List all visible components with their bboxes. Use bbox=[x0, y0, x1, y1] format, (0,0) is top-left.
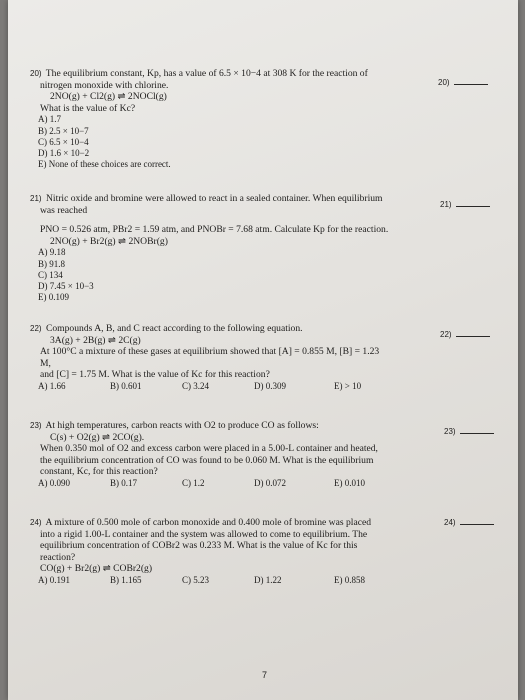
question-number: 24) bbox=[30, 518, 42, 527]
option-c[interactable]: C) 134 bbox=[38, 269, 63, 280]
option-a[interactable]: A) 1.66 bbox=[38, 380, 66, 391]
option-b[interactable]: B) 0.601 bbox=[110, 380, 142, 391]
question-text: The equilibrium constant, Kp, has a value of 6.5 × 10−4 at 308 K for the reaction of bbox=[45, 68, 368, 79]
option-e[interactable]: E) 0.010 bbox=[334, 477, 365, 488]
question-body: When 0.350 mol of O2 and excess carbon were placed in a 5.00-L container and heated, bbox=[40, 443, 378, 455]
question-prompt: What is the value of Kc? bbox=[40, 102, 136, 114]
options-row bbox=[30, 478, 440, 490]
option-d[interactable]: D) 1.22 bbox=[254, 574, 282, 585]
answer-blank-23[interactable]: 23) bbox=[444, 427, 494, 436]
option-a[interactable]: A) 9.18 bbox=[38, 247, 66, 258]
option-e[interactable]: E) > 10 bbox=[334, 380, 362, 391]
option-c[interactable]: C) 3.24 bbox=[182, 380, 209, 391]
question-22 bbox=[30, 323, 440, 393]
question-24 bbox=[30, 517, 440, 587]
question-text: was reached bbox=[40, 204, 88, 216]
question-text: At high temperatures, carbon reacts with O2 to produce CO as follows: bbox=[45, 420, 319, 431]
option-b[interactable]: B) 0.17 bbox=[110, 477, 137, 488]
question-text: Nitric oxide and bromine were allowed to react in a sealed container. When equilibrium bbox=[45, 193, 383, 204]
question-text: reaction? bbox=[40, 551, 76, 563]
exam-page bbox=[8, 0, 518, 700]
question-20 bbox=[30, 68, 430, 170]
answer-blank-24[interactable]: 24) bbox=[444, 518, 494, 527]
option-c[interactable]: C) 6.5 × 10−4 bbox=[38, 136, 89, 147]
option-e[interactable]: E) 0.858 bbox=[334, 574, 365, 585]
answer-blank-20[interactable]: 20) bbox=[438, 78, 488, 87]
option-e[interactable]: E) 0.109 bbox=[38, 292, 69, 303]
question-text: nitrogen monoxide with chlorine. bbox=[40, 79, 169, 91]
question-number: 23) bbox=[30, 421, 42, 430]
question-text: equilibrium concentration of COBr2 was 0.233 M. What is the value of Kc for this bbox=[40, 540, 358, 552]
option-d[interactable]: D) 1.6 × 10−2 bbox=[38, 147, 90, 158]
question-body: and [C] = 1.75 M. What is the value of Kc for this reaction? bbox=[40, 369, 270, 381]
question-number: 20) bbox=[30, 69, 42, 78]
question-body: At 100°C a mixture of these gases at equilibrium showed that [A] = 0.855 M, [B] = 1.23 bbox=[40, 346, 380, 358]
question-text: A mixture of 0.500 mole of carbon monoxide and 0.400 mole of bromine was placed bbox=[45, 517, 372, 528]
question-21 bbox=[30, 193, 440, 303]
question-text: Compounds A, B, and C react according to the following equation. bbox=[45, 323, 303, 334]
option-d[interactable]: D) 0.072 bbox=[254, 477, 286, 488]
question-23 bbox=[30, 420, 440, 490]
reaction-equation: C(s) + O2(g) ⇌ 2CO(g). bbox=[50, 431, 145, 443]
reaction-equation: 2NO(g) + Cl2(g) ⇌ 2NOCl(g) bbox=[50, 91, 167, 103]
option-d[interactable]: D) 0.309 bbox=[254, 380, 286, 391]
option-d[interactable]: D) 7.45 × 10−3 bbox=[38, 280, 94, 291]
answer-blank-22[interactable]: 22) bbox=[440, 330, 490, 339]
option-a[interactable]: A) 1.7 bbox=[38, 114, 61, 125]
question-number: 21) bbox=[30, 194, 42, 203]
question-body: constant, Kc, for this reaction? bbox=[40, 466, 158, 478]
option-b[interactable]: B) 1.165 bbox=[110, 574, 142, 585]
reaction-equation: CO(g) + Br2(g) ⇌ COBr2(g) bbox=[40, 563, 153, 575]
page-number: 7 bbox=[262, 670, 268, 680]
option-b[interactable]: B) 91.8 bbox=[38, 258, 65, 269]
option-b[interactable]: B) 2.5 × 10−7 bbox=[38, 125, 89, 136]
answer-blank-21[interactable]: 21) bbox=[440, 200, 490, 209]
question-body: M, bbox=[40, 357, 51, 369]
options-row bbox=[30, 381, 440, 393]
option-a[interactable]: A) 0.191 bbox=[38, 574, 70, 585]
question-text: into a rigid 1.00-L container and the system was allowed to come to equilibrium. The bbox=[40, 528, 368, 540]
reaction-equation: 2NO(g) + Br2(g) ⇌ 2NOBr(g) bbox=[50, 235, 168, 247]
option-c[interactable]: C) 1.2 bbox=[182, 477, 205, 488]
option-e[interactable]: E) None of these choices are correct. bbox=[38, 159, 171, 170]
question-body: the equilibrium concentration of CO was found to be 0.060 M. What is the equilibrium bbox=[40, 454, 374, 466]
reaction-equation: 3A(g) + 2B(g) ⇌ 2C(g) bbox=[50, 334, 141, 346]
option-a[interactable]: A) 0.090 bbox=[38, 477, 70, 488]
option-c[interactable]: C) 5.23 bbox=[182, 574, 209, 585]
options-row bbox=[30, 575, 440, 587]
given-pressures: PNO = 0.526 atm, PBr2 = 1.59 atm, and PNOBr = 7.68 atm. Calculate Kp for the reaction. bbox=[40, 224, 389, 236]
question-number: 22) bbox=[30, 324, 42, 333]
